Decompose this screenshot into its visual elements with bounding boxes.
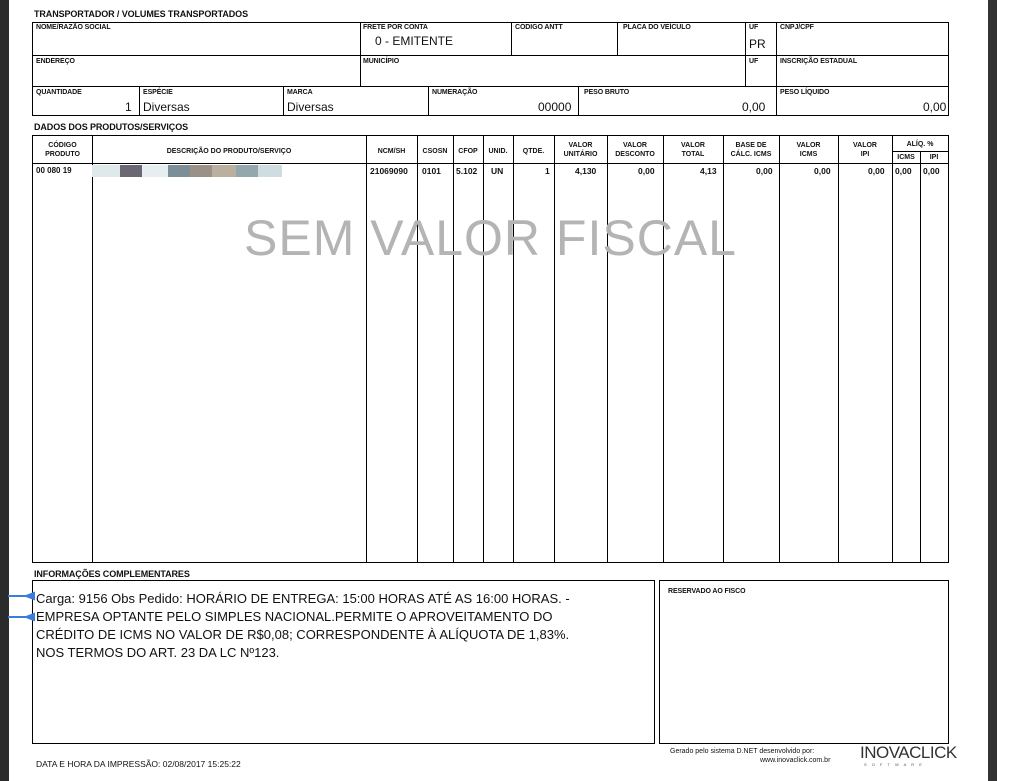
endereco-label: ENDEREÇO: [36, 58, 75, 65]
produtos-title: DADOS DOS PRODUTOS/SERVIÇOS: [34, 122, 188, 132]
uf2-label: UF: [749, 58, 759, 65]
frete-value: 0 - EMITENTE: [375, 34, 454, 48]
informacoes-box: [32, 580, 655, 744]
cnpj-label: CNPJ/CPF: [780, 24, 814, 31]
info-line-4: NOS TERMOS DO ART. 23 DA LC Nº123.: [36, 645, 280, 660]
reservado-label: RESERVADO AO FISCO: [668, 588, 746, 595]
hd-qtde: QTDE.: [522, 148, 545, 155]
informacoes-title: INFORMAÇÕES COMPLEMENTARES: [34, 569, 190, 579]
hd-aliq-icms: ICMS: [897, 154, 915, 161]
annotation-markers: [8, 590, 38, 630]
cell-ncm: 21069090: [370, 166, 408, 176]
print-datetime: DATA E HORA DA IMPRESSÃO: 02/08/2017 15:25:22: [36, 759, 241, 769]
hd-base-calc: BASE DE CÁLC. ICMS: [730, 142, 772, 158]
ie-label: INSCRIÇÃO ESTADUAL: [780, 58, 858, 65]
marker-arrow-icon: [8, 614, 34, 620]
hd-unid: UNID.: [488, 148, 508, 155]
info-line-2: EMPRESA OPTANTE PELO SIMPLES NACIONAL.PERMITE O APROVEITAMENTO DO: [36, 609, 553, 624]
peso-bruto-label: PESO BRUTO: [584, 89, 630, 96]
reservado-fisco-box: [659, 580, 949, 744]
transportador-title: TRANSPORTADOR / VOLUMES TRANSPORTADOS: [34, 9, 248, 19]
peso-liquido-label: PESO LÍQUIDO: [780, 89, 830, 96]
hd-valor-ipi: VALOR IPI: [853, 142, 877, 158]
hd-cfop: CFOP: [458, 148, 478, 155]
danfe-page: [24, 0, 957, 781]
hd-csosn: CSOSN: [422, 148, 448, 155]
municipio-label: MUNICÍPIO: [363, 58, 400, 65]
cell-valor-ipi: 0,00: [868, 166, 885, 176]
frete-label: FRETE POR CONTA: [363, 24, 428, 31]
cell-base-calc: 0,00: [756, 166, 773, 176]
cell-aliq-icms: 0,00: [895, 166, 912, 176]
hd-valor-desconto: VALOR DESCONTO: [615, 142, 655, 158]
hd-ncm: NCM/SH: [377, 148, 406, 155]
produtos-table: [32, 135, 949, 563]
site-text: www.inovaclick.com.br: [760, 757, 831, 764]
numeracao-value: 00000: [538, 100, 572, 114]
uf-value: PR: [749, 37, 766, 51]
cell-codigo: 00 080 19: [36, 166, 72, 175]
hd-descricao: DESCRIÇÃO DO PRODUTO/SERVIÇO: [166, 148, 292, 155]
cell-valor-desconto: 0,00: [638, 166, 655, 176]
watermark: SEM VALOR FISCAL: [244, 210, 737, 266]
gerado-text: Gerado pelo sistema D.NET desenvolvido por:: [670, 748, 815, 755]
info-line-1: Carga: 9156 Obs Pedido: HORÁRIO DE ENTREGA: 15:00 HORAS ATÉ AS 16:00 HORAS. -: [36, 591, 570, 606]
hd-valor-unitario: VALOR UNITÁRIO: [563, 142, 598, 158]
hd-valor-total: VALOR TOTAL: [681, 142, 705, 158]
marker-arrow-icon: [8, 593, 34, 599]
hd-aliquota: ALÍQ. %: [906, 141, 934, 148]
cell-cfop: 5.102: [456, 166, 478, 176]
inovaclick-logo-sub: S O F T W A R E: [864, 762, 924, 767]
hd-aliq-ipi: IPI: [929, 154, 939, 161]
placa-label: PLACA DO VEÍCULO: [623, 24, 691, 31]
hd-valor-icms: VALOR ICMS: [796, 142, 821, 158]
viewer-left-border: [0, 0, 9, 781]
cell-qtde: 1: [545, 166, 550, 176]
uf-label: UF: [749, 24, 759, 31]
viewer-scrollbar[interactable]: [988, 0, 997, 781]
marca-value: Diversas: [287, 100, 334, 114]
cell-valor-unitario: 4,130: [575, 166, 597, 176]
hd-codigo: CÓDIGO PRODUTO: [45, 142, 80, 158]
cell-valor-icms: 0,00: [814, 166, 831, 176]
peso-liquido-value: 0,00: [923, 100, 947, 114]
especie-label: ESPÉCIE: [143, 89, 173, 96]
quantidade-value: 1: [125, 100, 132, 114]
numeracao-label: NUMERAÇÃO: [432, 89, 478, 96]
especie-value: Diversas: [143, 100, 190, 114]
cell-valor-total: 4,13: [700, 166, 717, 176]
nome-label: NOME/RAZÃO SOCIAL: [36, 24, 111, 31]
inovaclick-logo: INOVACLICK: [860, 743, 957, 762]
peso-bruto-value: 0,00: [742, 100, 766, 114]
transportador-box: [32, 22, 949, 116]
info-line-3: CRÉDITO DE ICMS NO VALOR DE R$0,08; CORRESPONDENTE À ALÍQUOTA DE 1,83%.: [36, 627, 570, 642]
cell-csosn: 0101: [422, 166, 441, 176]
marca-label: MARCA: [287, 89, 313, 96]
quantidade-label: QUANTIDADE: [36, 89, 82, 96]
cell-unid: UN: [491, 166, 504, 176]
antt-label: CÓDIGO ANTT: [515, 24, 563, 31]
cell-aliq-ipi: 0,00: [923, 166, 940, 176]
